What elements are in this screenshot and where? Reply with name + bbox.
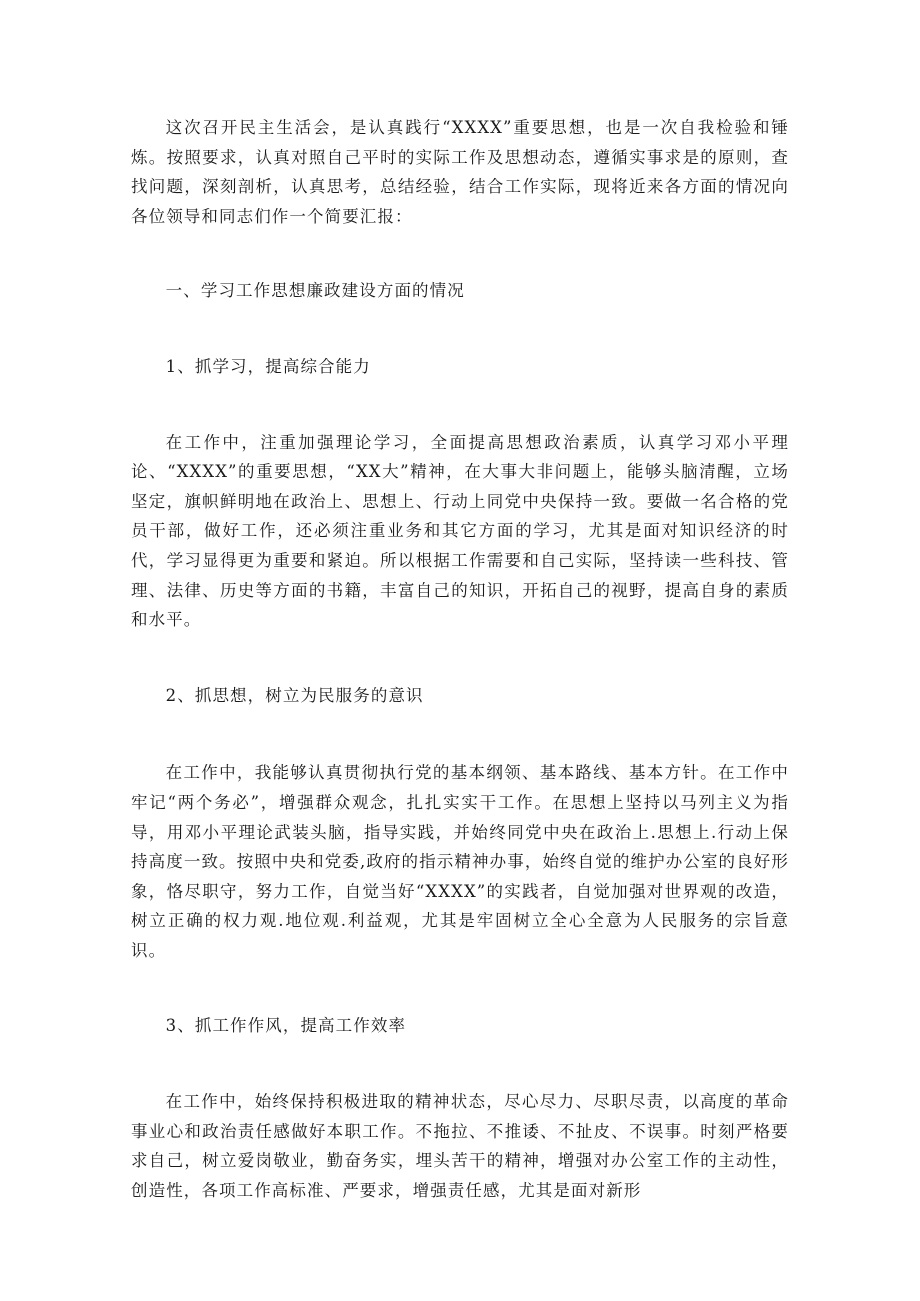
subsection-heading-1: 1、抓学习，提高综合能力: [165, 356, 371, 376]
subsection-body-1: 在工作中，注重加强理论学习，全面提高思想政治素质，认真学习邓小平理论、“XXXX”的重要思想，“XX大”精神，在大事大非问题上，能够头脑清醒，立场坚定，旗帜鲜明地在政治上、思想上、行动上同党中央保持一致。要做一名合格的党员干部，做好工作，还必须注重业务和其它方面的学习，尤其是面对知识经济的时代，学习显得更为重要和紧迫。所以根据工作需要和自己实际，坚持读一些科技、管理、法律、历史等方面的书籍，丰富自己的知识，开拓自己的视野，提高自身的素质和水平。: [131, 432, 789, 630]
subsection-body-2: 在工作中，我能够认真贯彻执行党的基本纲领、基本路线、基本方针。在工作中牢记“两个务必”，增强群众观念，扎扎实实干工作。在思想上坚持以马列主义为指导，用邓小平理论武装头脑，指导实践，并始终同党中央在政治上.思想上.行动上保持高度一致。按照中央和党委,政府的指示精神办事，始终自觉的维护办公室的良好形象，恪尽职守，努力工作，自觉当好“XXXX”的实践者，自觉加强对世界观的改造，树立正确的权力观.地位观.利益观，尤其是牢固树立全心全意为人民服务的宗旨意识。: [131, 763, 789, 960]
subsection-heading-2: 2、抓思想，树立为民服务的意识: [165, 685, 424, 705]
spacer: [131, 231, 789, 276]
intro-paragraph: 这次召开民主生活会，是认真践行“XXXX”重要思想，也是一次自我检验和锤炼。按照要求，认真对照自己平时的实际工作及思想动态，遵循实事求是的原则，查找问题，深刻剖析，认真思考，总结经验，结合工作实际，现将近来各方面的情况向各位领导和同志们作一个简要汇报：: [131, 118, 789, 226]
spacer: [131, 306, 789, 352]
spacer: [131, 635, 789, 681]
spacer: [131, 382, 789, 428]
subsection-body-3: 在工作中，始终保持积极进取的精神状态，尽心尽力、尽职尽责，以高度的革命事业心和政治责任感做好本职工作。不拖拉、不推诿、不扯皮、不误事。时刻严格要求自己，树立爱岗敬业，勤奋务实，埋头苦干的精神，增强对办公室工作的主动性，创造性，各项工作高标准、严要求，增强责任感，尤其是面对新形: [131, 1092, 789, 1200]
spacer: [131, 710, 789, 758]
spacer: [131, 965, 789, 1011]
subsection-heading-3: 3、抓工作作风，提高工作效率: [165, 1016, 407, 1036]
document-body: [131, 113, 789, 1205]
section-heading: 一、学习工作思想廉政建设方面的情况: [165, 281, 465, 301]
spacer: [131, 1041, 789, 1087]
